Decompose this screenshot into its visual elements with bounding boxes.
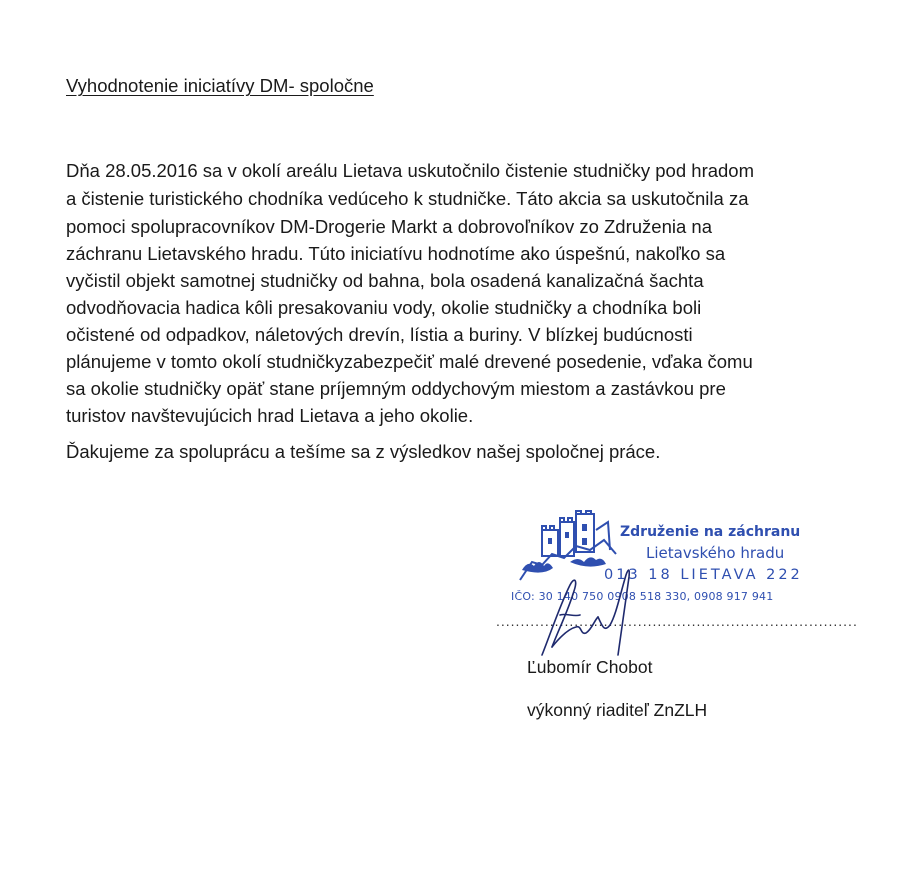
paragraph-line: pomoci spolupracovníkov DM-Drogerie Markt a dobrovoľníkov zo Združenia na [66,216,712,237]
closing-sentence: Ďakujeme za spoluprácu a tešíme sa z výsledkov našej spoločnej práce. [66,441,661,462]
signature-line: .......................................................................... [496,613,858,629]
paragraph-line: a čistenie turistického chodníka vedúceho k studničke. Táto akcia sa uskutočnila za [66,188,749,209]
paragraph-line: odvodňovacia hadica kôli presakovaniu vody, okolie studničky a chodníka boli [66,297,702,318]
signatory-name: Ľubomír Chobot [527,657,653,677]
paragraph-line: Dňa 28.05.2016 sa v okolí areálu Lietava uskutočnilo čistenie studničky pod hradom [66,160,755,181]
stamp-line-castle: Lietavského hradu [646,544,785,562]
stamp-line-address: 013 18 LIETAVA 222 [604,567,803,583]
paragraph-line: vyčistil objekt samotnej studničky od bahna, bola osadená kanalizačná šachta [66,270,704,291]
handwritten-signature [530,555,640,665]
stamp-line-organization: Združenie na záchranu [620,524,801,540]
paragraph-line: záchranu Lietavského hradu. Túto iniciatívu hodnotíme ako úspešnú, nakoľko sa [66,243,726,264]
signatory-role: výkonný riaditeľ ZnZLH [527,700,708,720]
paragraph-line: sa okolie studničky opäť stane príjemným oddychovým miestom a zastávkou pre [66,378,726,399]
paragraph-line: turistov navštevujúcich hrad Lietava a jeho okolie. [66,405,474,426]
paragraph-line: očistené od odpadkov, náletových drevín, lístia a buriny. V blízkej budúcnosti [66,324,693,345]
document-title: Vyhodnotenie iniciatívy DM- spoločne [66,75,374,96]
stamp-line-contacts: IČO: 30 140 750 0908 518 330, 0908 917 941 [511,590,774,603]
paragraph-line: plánujeme v tomto okolí studničkyzabezpečiť malé drevené posedenie, vďaka čomu [66,351,753,372]
